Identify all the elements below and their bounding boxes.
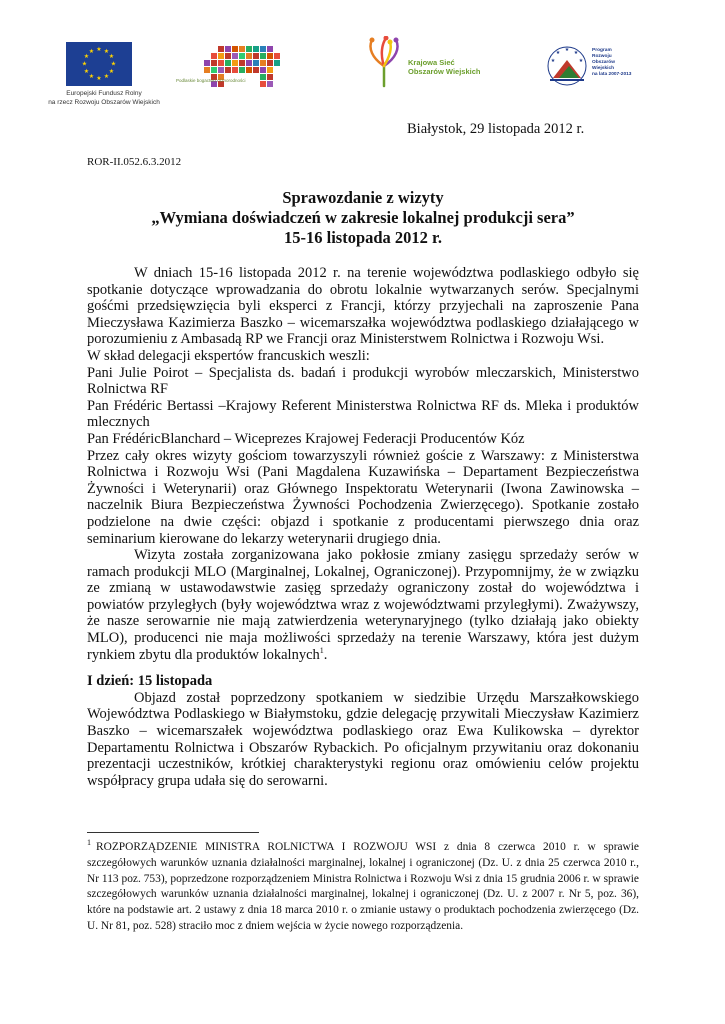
eu-logo-caption xyxy=(46,89,162,107)
prow-line-5: na lata 2007-2013 xyxy=(592,72,632,77)
svg-text:★: ★ xyxy=(83,68,90,75)
paragraph-warsaw-guests: Przez cały okres wizyty gościom towarzyszyli również goście z Warszawy: z Ministerstwa Rolnictwa i Rozwoju Wsi (Pani Magdalena Kuzawińska – Departament Bezpieczeństwa Żywności i Weterynarii) oraz Głównego Inspektoratu Weterynarii (Iwona Zawinowska – naczelnik Biura Bezpieczeństwa Żywności Pochodzenia Zwierzęcego). Spotkanie zostało podzielone na dwie części: objazd i spotkanie z producentami pierwszego dnia oraz seminarium kierowane do lekarzy weterynarii drugiego dnia. xyxy=(87,447,639,547)
paragraph-day-one: Objazd został poprzedzony spotkaniem w siedzibie Urzędu Marszałkowskiego Województwa Podlaskiego w Białymstoku, gdzie delegację przywitali Mieczysław Kazimierz Baszko – wicemarszałek województwa podlaskiego oraz Ewa Kulikowska – dyrektor Departamentu Rolnictwa i Obszarów Rybackich. Po oficjalnym przywitaniu oraz dokonaniu prezentacji uczestników, krótkiej charakterystyki regionu oraz omówieniu celów projektu współpracy grupa udała się do serowarni. xyxy=(87,689,639,789)
svg-text:★: ★ xyxy=(88,73,95,80)
svg-text:★: ★ xyxy=(103,73,110,80)
day-one-heading: I dzień: 15 listopada xyxy=(87,673,213,690)
title-line-3: 15-16 listopada 2012 r. xyxy=(284,228,442,247)
prow-line-2: Rozwoju xyxy=(592,54,612,59)
eu-caption-line-2: na rzecz Rozwoju Obszarów Wiejskich xyxy=(48,99,160,106)
svg-text:★: ★ xyxy=(578,58,584,64)
paragraph-delegation-intro: W skład delegacji ekspertów francuskich weszli: xyxy=(87,347,370,364)
paragraph-visit-background xyxy=(87,547,639,663)
svg-text:★: ★ xyxy=(555,50,561,56)
ksow-line-1: Krajowa Sieć xyxy=(408,58,455,67)
prow-line-4: Wiejskich xyxy=(592,66,615,71)
delegate-blanchard: Pan FrédéricBlanchard – Wiceprezes Krajowej Federacji Producentów Kóz xyxy=(87,430,525,447)
title-line-1: Sprawozdanie z wizyty xyxy=(282,188,444,207)
ksow-wordmark xyxy=(408,58,480,76)
title-line-2: „Wymiana doświadczeń w zakresie lokalnej produkcji sera” xyxy=(151,208,575,227)
svg-text:★: ★ xyxy=(103,48,110,55)
paragraph-intro: W dniach 15-16 listopada 2012 r. na terenie województwa podlaskiego odbyło się spotkanie dotyczące wprowadzania do obrotu lokalnie wytwarzanych serów. Specjalnymi gośćmi przedsięwzięcia byli eksperci z Francji, którzy przyjechali na zaproszenie Pana Mieczysława Kazimierza Baszko – wicemarszałka województwa podlaskiego działającego w porozumieniu z Ambasadą RP we Francji oraz Ministerstwem Rolnictwa i Rozwoju Wsi. xyxy=(87,265,639,348)
svg-text:★: ★ xyxy=(83,53,90,60)
svg-text:★: ★ xyxy=(108,53,115,60)
footnote-separator xyxy=(87,832,259,833)
document-title xyxy=(87,188,639,248)
document-body xyxy=(87,265,639,789)
footnote-mark: 1 xyxy=(87,838,91,848)
prow-wordmark xyxy=(592,48,631,78)
podlaskie-bison-logo xyxy=(176,44,288,94)
visit-background-text: Wizyta została zorganizowana jako pokłosie zmiany zasięgu sprzedaży serów w ramach produkcji MLO (Marginalnej, Lokalnej, Ograniczonej). Przypomnijmy, że w związku ze zmianą w ustawodawstwie zasięg sprzedaży ograniczony został do województwa i powiatów przyległych (były województwa wraz z województwami przyległymi). Zważywszy, że nasze serowarnie nie mają zatwierdzenia weterynaryjnego (tylko działają jako obiekty MLO), producenci nie maja możliwości sprzedaży na terenie Warszawy, która jest dużym rynkiem zbytu dla produktów lokalnych xyxy=(87,547,639,663)
delegate-poirot: Pani Julie Poirot – Specjalista ds. badań i produkcji wyrobów mleczarskich, Ministerstwo Rolnictwa RF xyxy=(87,364,639,398)
ksow-line-2: Obszarów Wiejskich xyxy=(408,67,481,76)
footnote-reference: 1 xyxy=(319,645,324,655)
delegate-bertassi: Pan Frédéric Bertassi –Krajowy Referent Ministerstwa Rolnictwa RF ds. Mleka i produktów mlecznych xyxy=(87,397,639,431)
svg-text:★: ★ xyxy=(573,50,579,56)
svg-text:★: ★ xyxy=(108,68,115,75)
document-reference: ROR-II.052.6.3.2012 xyxy=(87,156,182,168)
prow-line-3: Obszarów xyxy=(592,60,615,65)
svg-text:★: ★ xyxy=(88,48,95,55)
logo-bar xyxy=(0,0,725,110)
document-date: Białystok, 29 listopada 2012 r. xyxy=(407,121,585,137)
svg-text:★: ★ xyxy=(550,58,556,64)
svg-text:★: ★ xyxy=(81,60,88,68)
eu-caption-line-1: Europejski Fundusz Rolny xyxy=(66,90,142,97)
svg-text:★: ★ xyxy=(96,46,102,53)
svg-text:★: ★ xyxy=(564,47,570,53)
svg-text:★: ★ xyxy=(96,75,102,82)
footnote-text: ROZPORZĄDZENIE MINISTRA ROLNICTWA I ROZWOJU WSI z dnia 8 czerwca 2010 r. w sprawie szczegółowych warunków uznania działalności marginalnej, lokalnej i ograniczonej (Dz. U. z dnia 25 czerwca 2010 r., Nr 113 poz. 753), poprzedzone rozporządzeniem Ministra Rolnictwa i Rozwoju Wsi z dnia 15 grudnia 2006 r. w sprawie szczegółowych warunków uznania działalności marginalnej, lokalnej i ograniczonej (Dz. U. z 2007 r. Nr 5, poz. 36), które na podstawie art. 2 ustawy z dnia 18 marca 2010 r. o zmianie ustawy o produktach pochodzenia zwierzęcego (Dz. U. Nr 81, poz. 528) straciło moc z dniem wejścia w życie nowego rozporządzenia. xyxy=(87,841,639,932)
svg-text:★: ★ xyxy=(110,60,117,68)
podlaskie-caption: Podlaskie bogactwo różnorodności xyxy=(176,78,246,83)
prow-line-1: Program xyxy=(592,48,612,53)
visit-background-end: . xyxy=(323,646,328,663)
eu-flag-logo xyxy=(66,42,132,86)
footnote xyxy=(87,840,639,935)
